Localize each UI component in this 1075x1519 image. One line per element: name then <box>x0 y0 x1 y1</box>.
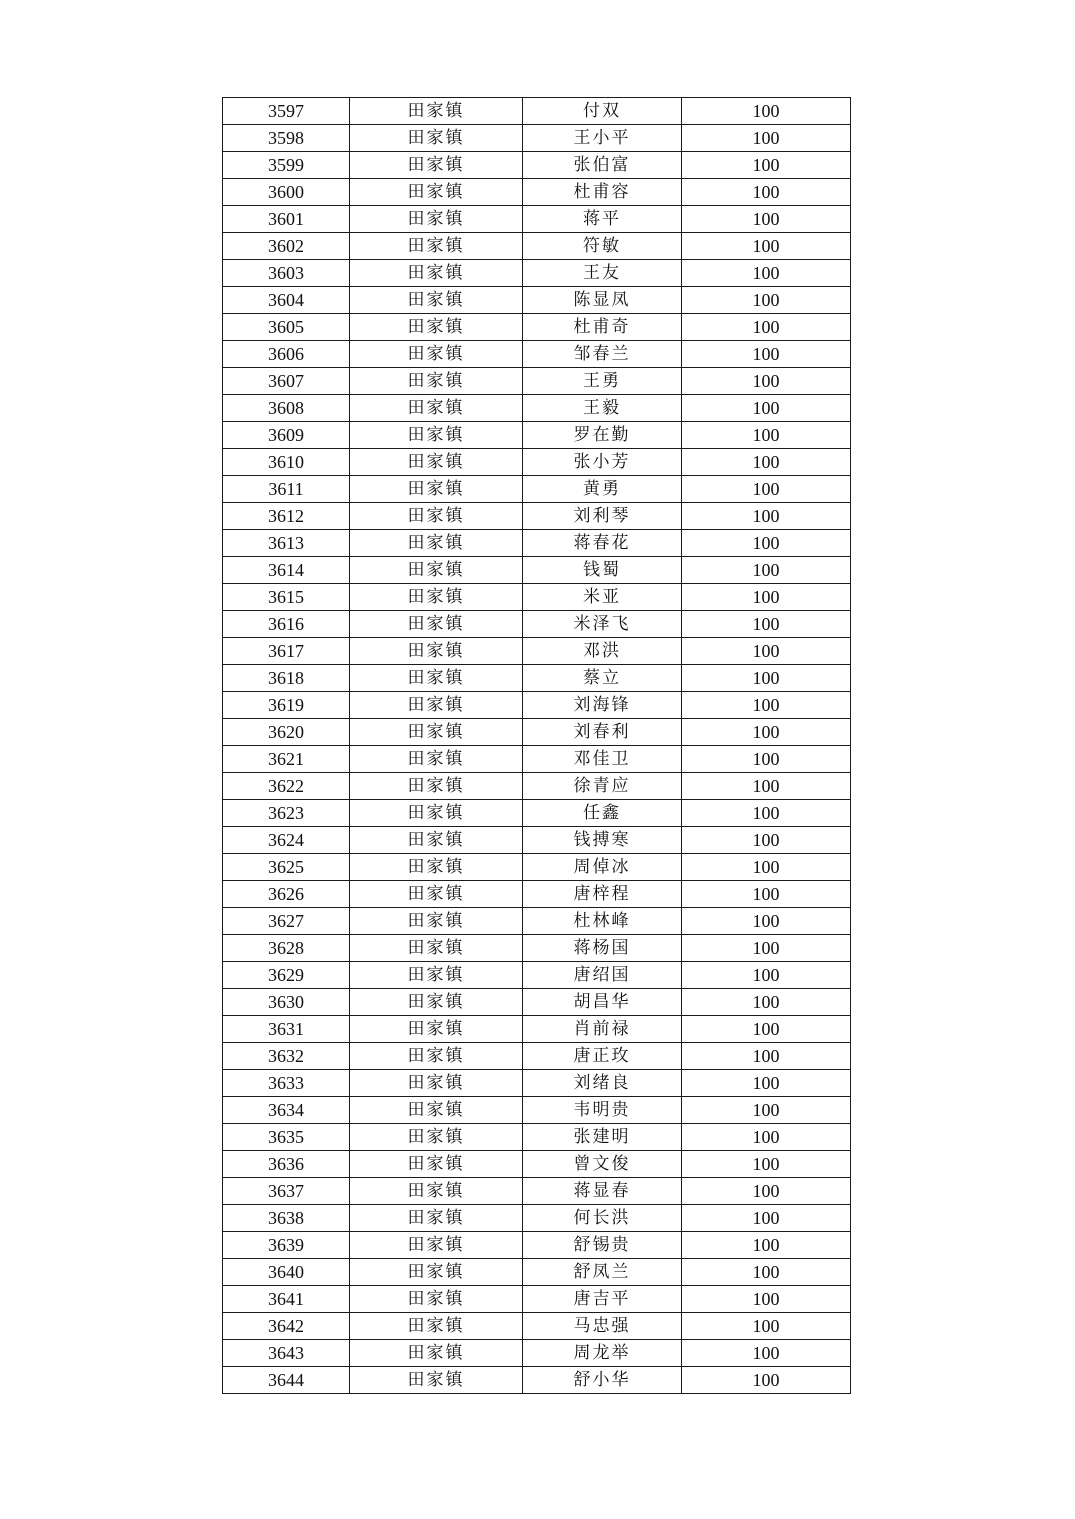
name-cell: 邹春兰 <box>523 341 682 368</box>
row-number-cell: 3627 <box>223 908 350 935</box>
name-cell: 徐青应 <box>523 773 682 800</box>
amount-cell: 100 <box>682 314 851 341</box>
township-cell: 田家镇 <box>350 1313 523 1340</box>
township-cell: 田家镇 <box>350 1124 523 1151</box>
township-cell: 田家镇 <box>350 233 523 260</box>
township-cell: 田家镇 <box>350 1259 523 1286</box>
row-number-cell: 3638 <box>223 1205 350 1232</box>
row-number-cell: 3631 <box>223 1016 350 1043</box>
name-cell: 马忠强 <box>523 1313 682 1340</box>
amount-cell: 100 <box>682 368 851 395</box>
row-number-cell: 3634 <box>223 1097 350 1124</box>
table-row <box>223 503 851 530</box>
amount-cell: 100 <box>682 179 851 206</box>
row-number-cell: 3615 <box>223 584 350 611</box>
amount-cell: 100 <box>682 449 851 476</box>
name-cell: 肖前禄 <box>523 1016 682 1043</box>
table-row <box>223 1286 851 1313</box>
table-row <box>223 962 851 989</box>
table-row <box>223 773 851 800</box>
township-cell: 田家镇 <box>350 422 523 449</box>
table-row <box>223 422 851 449</box>
amount-cell: 100 <box>682 233 851 260</box>
name-cell: 刘春利 <box>523 719 682 746</box>
row-number-cell: 3640 <box>223 1259 350 1286</box>
amount-cell: 100 <box>682 584 851 611</box>
name-cell: 唐正玫 <box>523 1043 682 1070</box>
table-row <box>223 989 851 1016</box>
name-cell: 韦明贵 <box>523 1097 682 1124</box>
name-cell: 周龙举 <box>523 1340 682 1367</box>
amount-cell: 100 <box>682 1286 851 1313</box>
row-number-cell: 3609 <box>223 422 350 449</box>
township-cell: 田家镇 <box>350 1097 523 1124</box>
township-cell: 田家镇 <box>350 854 523 881</box>
row-number-cell: 3603 <box>223 260 350 287</box>
table-row <box>223 233 851 260</box>
name-cell: 张伯富 <box>523 152 682 179</box>
row-number-cell: 3600 <box>223 179 350 206</box>
amount-cell: 100 <box>682 206 851 233</box>
township-cell: 田家镇 <box>350 935 523 962</box>
township-cell: 田家镇 <box>350 1016 523 1043</box>
table-row <box>223 1016 851 1043</box>
amount-cell: 100 <box>682 152 851 179</box>
township-cell: 田家镇 <box>350 1232 523 1259</box>
township-cell: 田家镇 <box>350 98 523 125</box>
amount-cell: 100 <box>682 1070 851 1097</box>
amount-cell: 100 <box>682 1340 851 1367</box>
name-cell: 米亚 <box>523 584 682 611</box>
township-cell: 田家镇 <box>350 206 523 233</box>
amount-cell: 100 <box>682 557 851 584</box>
amount-cell: 100 <box>682 341 851 368</box>
township-cell: 田家镇 <box>350 1286 523 1313</box>
amount-cell: 100 <box>682 530 851 557</box>
name-cell: 蒋平 <box>523 206 682 233</box>
amount-cell: 100 <box>682 476 851 503</box>
row-number-cell: 3630 <box>223 989 350 1016</box>
row-number-cell: 3602 <box>223 233 350 260</box>
township-cell: 田家镇 <box>350 827 523 854</box>
township-cell: 田家镇 <box>350 287 523 314</box>
row-number-cell: 3633 <box>223 1070 350 1097</box>
row-number-cell: 3628 <box>223 935 350 962</box>
amount-cell: 100 <box>682 1016 851 1043</box>
table-row <box>223 1151 851 1178</box>
row-number-cell: 3622 <box>223 773 350 800</box>
row-number-cell: 3635 <box>223 1124 350 1151</box>
row-number-cell: 3625 <box>223 854 350 881</box>
row-number-cell: 3620 <box>223 719 350 746</box>
amount-cell: 100 <box>682 503 851 530</box>
row-number-cell: 3632 <box>223 1043 350 1070</box>
name-cell: 蒋显春 <box>523 1178 682 1205</box>
table-row <box>223 800 851 827</box>
name-cell: 黄勇 <box>523 476 682 503</box>
row-number-cell: 3599 <box>223 152 350 179</box>
name-cell: 王友 <box>523 260 682 287</box>
township-cell: 田家镇 <box>350 1340 523 1367</box>
table-row <box>223 152 851 179</box>
row-number-cell: 3612 <box>223 503 350 530</box>
row-number-cell: 3623 <box>223 800 350 827</box>
name-cell: 蒋春花 <box>523 530 682 557</box>
township-cell: 田家镇 <box>350 1043 523 1070</box>
row-number-cell: 3637 <box>223 1178 350 1205</box>
row-number-cell: 3606 <box>223 341 350 368</box>
table-row <box>223 125 851 152</box>
name-cell: 刘利琴 <box>523 503 682 530</box>
name-cell: 周倬冰 <box>523 854 682 881</box>
table-row <box>223 1259 851 1286</box>
table-row <box>223 260 851 287</box>
table-row <box>223 1070 851 1097</box>
township-cell: 田家镇 <box>350 665 523 692</box>
township-cell: 田家镇 <box>350 962 523 989</box>
name-cell: 蔡立 <box>523 665 682 692</box>
table-row <box>223 584 851 611</box>
amount-cell: 100 <box>682 1205 851 1232</box>
row-number-cell: 3642 <box>223 1313 350 1340</box>
name-cell: 任鑫 <box>523 800 682 827</box>
township-cell: 田家镇 <box>350 692 523 719</box>
township-cell: 田家镇 <box>350 1367 523 1394</box>
table-row <box>223 827 851 854</box>
payment-list-table <box>222 97 851 1394</box>
amount-cell: 100 <box>682 1043 851 1070</box>
amount-cell: 100 <box>682 1259 851 1286</box>
township-cell: 田家镇 <box>350 1151 523 1178</box>
amount-cell: 100 <box>682 989 851 1016</box>
amount-cell: 100 <box>682 260 851 287</box>
row-number-cell: 3629 <box>223 962 350 989</box>
table-row <box>223 692 851 719</box>
name-cell: 王勇 <box>523 368 682 395</box>
name-cell: 罗在勤 <box>523 422 682 449</box>
name-cell: 舒小华 <box>523 1367 682 1394</box>
name-cell: 邓洪 <box>523 638 682 665</box>
township-cell: 田家镇 <box>350 773 523 800</box>
table-row <box>223 1340 851 1367</box>
amount-cell: 100 <box>682 1313 851 1340</box>
table-row <box>223 530 851 557</box>
row-number-cell: 3605 <box>223 314 350 341</box>
township-cell: 田家镇 <box>350 557 523 584</box>
amount-cell: 100 <box>682 800 851 827</box>
row-number-cell: 3639 <box>223 1232 350 1259</box>
name-cell: 刘绪良 <box>523 1070 682 1097</box>
amount-cell: 100 <box>682 854 851 881</box>
amount-cell: 100 <box>682 1151 851 1178</box>
name-cell: 张建明 <box>523 1124 682 1151</box>
township-cell: 田家镇 <box>350 179 523 206</box>
township-cell: 田家镇 <box>350 746 523 773</box>
name-cell: 符敏 <box>523 233 682 260</box>
township-cell: 田家镇 <box>350 1205 523 1232</box>
table-row <box>223 854 851 881</box>
township-cell: 田家镇 <box>350 638 523 665</box>
amount-cell: 100 <box>682 287 851 314</box>
row-number-cell: 3619 <box>223 692 350 719</box>
township-cell: 田家镇 <box>350 908 523 935</box>
row-number-cell: 3643 <box>223 1340 350 1367</box>
row-number-cell: 3608 <box>223 395 350 422</box>
name-cell: 王毅 <box>523 395 682 422</box>
row-number-cell: 3607 <box>223 368 350 395</box>
table-row <box>223 368 851 395</box>
row-number-cell: 3618 <box>223 665 350 692</box>
amount-cell: 100 <box>682 719 851 746</box>
table-row <box>223 476 851 503</box>
table-row <box>223 341 851 368</box>
table-row <box>223 665 851 692</box>
amount-cell: 100 <box>682 827 851 854</box>
amount-cell: 100 <box>682 1097 851 1124</box>
row-number-cell: 3613 <box>223 530 350 557</box>
amount-cell: 100 <box>682 1124 851 1151</box>
township-cell: 田家镇 <box>350 503 523 530</box>
row-number-cell: 3617 <box>223 638 350 665</box>
table-row <box>223 746 851 773</box>
table-row <box>223 935 851 962</box>
table-row <box>223 1205 851 1232</box>
township-cell: 田家镇 <box>350 368 523 395</box>
name-cell: 王小平 <box>523 125 682 152</box>
amount-cell: 100 <box>682 422 851 449</box>
amount-cell: 100 <box>682 1367 851 1394</box>
name-cell: 陈显凤 <box>523 287 682 314</box>
name-cell: 唐绍国 <box>523 962 682 989</box>
township-cell: 田家镇 <box>350 989 523 1016</box>
amount-cell: 100 <box>682 1232 851 1259</box>
amount-cell: 100 <box>682 611 851 638</box>
table-row <box>223 1313 851 1340</box>
name-cell: 唐梓程 <box>523 881 682 908</box>
amount-cell: 100 <box>682 1178 851 1205</box>
amount-cell: 100 <box>682 395 851 422</box>
township-cell: 田家镇 <box>350 314 523 341</box>
township-cell: 田家镇 <box>350 341 523 368</box>
amount-cell: 100 <box>682 746 851 773</box>
row-number-cell: 3616 <box>223 611 350 638</box>
table-row <box>223 206 851 233</box>
name-cell: 张小芳 <box>523 449 682 476</box>
amount-cell: 100 <box>682 908 851 935</box>
amount-cell: 100 <box>682 962 851 989</box>
amount-cell: 100 <box>682 935 851 962</box>
township-cell: 田家镇 <box>350 800 523 827</box>
name-cell: 杜林峰 <box>523 908 682 935</box>
township-cell: 田家镇 <box>350 881 523 908</box>
township-cell: 田家镇 <box>350 449 523 476</box>
table-row <box>223 98 851 125</box>
name-cell: 邓佳卫 <box>523 746 682 773</box>
row-number-cell: 3611 <box>223 476 350 503</box>
table-row <box>223 314 851 341</box>
township-cell: 田家镇 <box>350 1178 523 1205</box>
row-number-cell: 3604 <box>223 287 350 314</box>
table-row <box>223 1178 851 1205</box>
township-cell: 田家镇 <box>350 260 523 287</box>
township-cell: 田家镇 <box>350 530 523 557</box>
amount-cell: 100 <box>682 881 851 908</box>
township-cell: 田家镇 <box>350 395 523 422</box>
table-row <box>223 1097 851 1124</box>
name-cell: 何长洪 <box>523 1205 682 1232</box>
township-cell: 田家镇 <box>350 125 523 152</box>
table-row <box>223 557 851 584</box>
township-cell: 田家镇 <box>350 584 523 611</box>
amount-cell: 100 <box>682 665 851 692</box>
row-number-cell: 3601 <box>223 206 350 233</box>
table-body <box>223 98 851 1394</box>
table-row <box>223 881 851 908</box>
name-cell: 舒凤兰 <box>523 1259 682 1286</box>
name-cell: 舒锡贵 <box>523 1232 682 1259</box>
name-cell: 蒋杨国 <box>523 935 682 962</box>
amount-cell: 100 <box>682 125 851 152</box>
amount-cell: 100 <box>682 98 851 125</box>
table-row <box>223 449 851 476</box>
township-cell: 田家镇 <box>350 152 523 179</box>
name-cell: 付双 <box>523 98 682 125</box>
table-row <box>223 611 851 638</box>
table-row <box>223 638 851 665</box>
name-cell: 胡昌华 <box>523 989 682 1016</box>
row-number-cell: 3636 <box>223 1151 350 1178</box>
row-number-cell: 3610 <box>223 449 350 476</box>
row-number-cell: 3597 <box>223 98 350 125</box>
township-cell: 田家镇 <box>350 611 523 638</box>
table-row <box>223 1124 851 1151</box>
name-cell: 钱搏寒 <box>523 827 682 854</box>
row-number-cell: 3641 <box>223 1286 350 1313</box>
row-number-cell: 3598 <box>223 125 350 152</box>
name-cell: 米泽飞 <box>523 611 682 638</box>
table-row <box>223 395 851 422</box>
township-cell: 田家镇 <box>350 719 523 746</box>
row-number-cell: 3626 <box>223 881 350 908</box>
row-number-cell: 3624 <box>223 827 350 854</box>
name-cell: 钱蜀 <box>523 557 682 584</box>
name-cell: 曾文俊 <box>523 1151 682 1178</box>
table-row <box>223 719 851 746</box>
township-cell: 田家镇 <box>350 476 523 503</box>
table-row <box>223 1367 851 1394</box>
table-row <box>223 1043 851 1070</box>
amount-cell: 100 <box>682 638 851 665</box>
row-number-cell: 3614 <box>223 557 350 584</box>
name-cell: 杜甫容 <box>523 179 682 206</box>
name-cell: 刘海锋 <box>523 692 682 719</box>
township-cell: 田家镇 <box>350 1070 523 1097</box>
table-row <box>223 908 851 935</box>
table-row <box>223 179 851 206</box>
table-row <box>223 1232 851 1259</box>
amount-cell: 100 <box>682 692 851 719</box>
amount-cell: 100 <box>682 773 851 800</box>
row-number-cell: 3644 <box>223 1367 350 1394</box>
row-number-cell: 3621 <box>223 746 350 773</box>
table-row <box>223 287 851 314</box>
name-cell: 杜甫奇 <box>523 314 682 341</box>
name-cell: 唐吉平 <box>523 1286 682 1313</box>
